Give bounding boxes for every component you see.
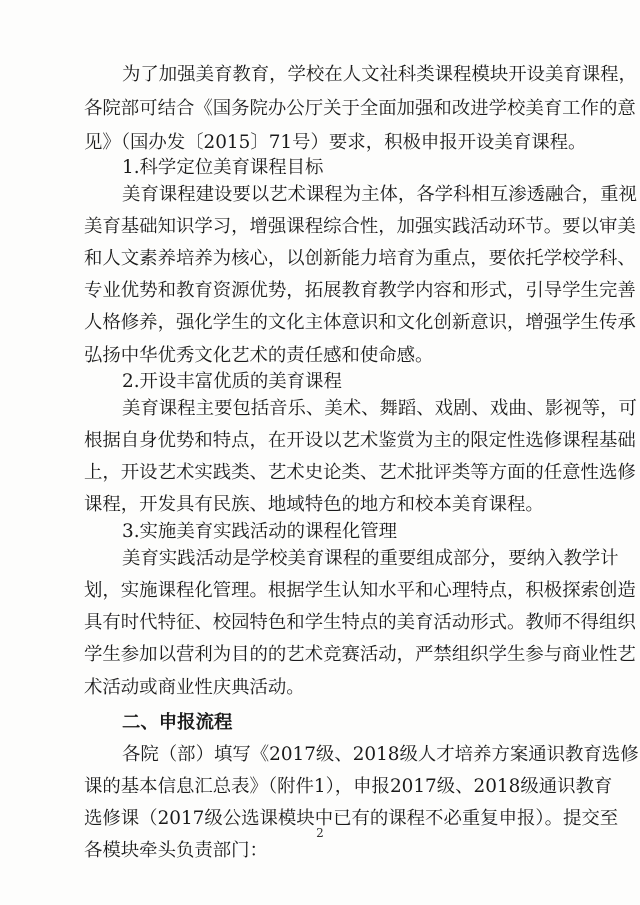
paragraph-line: 美育实践活动是学校美育课程的重要组成部分，要纳入教学计 — [122, 548, 619, 569]
paragraph-line: 为了加强美育教育，学校在人文社科类课程模块开设美育课程， — [122, 64, 637, 85]
paragraph-line: 根据自身优势和特点，在开设以艺术鉴赏为主的限定性选修课程基础 — [84, 430, 636, 451]
paragraph-line: 学生参加以营利为目的的艺术竞赛活动，严禁组织学生参与商业性艺 — [84, 644, 636, 665]
paragraph-line: 术活动或商业性庆典活动。 — [84, 677, 305, 698]
paragraph-line: 专业优势和教育资源优势，拓展教育教学内容和形式，引导学生完善 — [84, 280, 636, 301]
paragraph-line: 各模块牵头负责部门： — [84, 840, 268, 861]
section-heading: 1.科学定位美育课程目标 — [122, 157, 324, 178]
paragraph-line: 具有时代特征、校园特色和学生特点的美育活动形式。教师不得组织 — [84, 612, 636, 633]
paragraph-line: 课的基本信息汇总表》（附件1），申报2017级、2018级通识教育 — [84, 776, 613, 797]
section-heading: 2.开设丰富优质的美育课程 — [122, 371, 342, 392]
page-number: 2 — [316, 826, 324, 840]
paragraph-line: 弘扬中华优秀文化艺术的责任感和使命感。 — [84, 345, 434, 366]
paragraph-line: 和人文素养培养为核心，以创新能力培育为重点，要依托学校学科、 — [84, 248, 636, 269]
section-heading-bold: 二、申报流程 — [122, 712, 233, 733]
paragraph-line: 选修课（2017级公选课模块中已有的课程不必重复申报）。提交至 — [84, 808, 619, 829]
paragraph-line: 课程，开发具有民族、地域特色的地方和校本美育课程。 — [84, 494, 544, 515]
paragraph-line: 各院（部）填写《2017级、2018级人才培养方案通识教育选修 — [122, 744, 639, 765]
paragraph-line: 人格修养，强化学生的文化主体意识和文化创新意识，增强学生传承 — [84, 312, 636, 333]
paragraph-line: 各院部可结合《国务院办公厅关于全面加强和改进学校美育工作的意 — [84, 98, 636, 119]
paragraph-line: 美育基础知识学习，增强课程综合性，加强实践活动环节。要以审美 — [84, 216, 636, 237]
paragraph-line: 美育课程建设要以艺术课程为主体，各学科相互渗透融合，重视 — [122, 184, 637, 205]
paragraph-line: 上，开设艺术实践类、艺术史论类、艺术批评类等方面的任意性选修 — [84, 462, 636, 483]
paragraph-line: 见》（国办发〔2015〕71号）要求，积极申报开设美育课程。 — [84, 132, 587, 153]
section-heading: 3.实施美育实践活动的课程化管理 — [122, 521, 398, 542]
paragraph-line: 划，实施课程化管理。根据学生认知水平和心理特点，积极探索创造 — [84, 580, 636, 601]
paragraph-line: 美育课程主要包括音乐、美术、舞蹈、戏剧、戏曲、影视等，可 — [122, 398, 637, 419]
